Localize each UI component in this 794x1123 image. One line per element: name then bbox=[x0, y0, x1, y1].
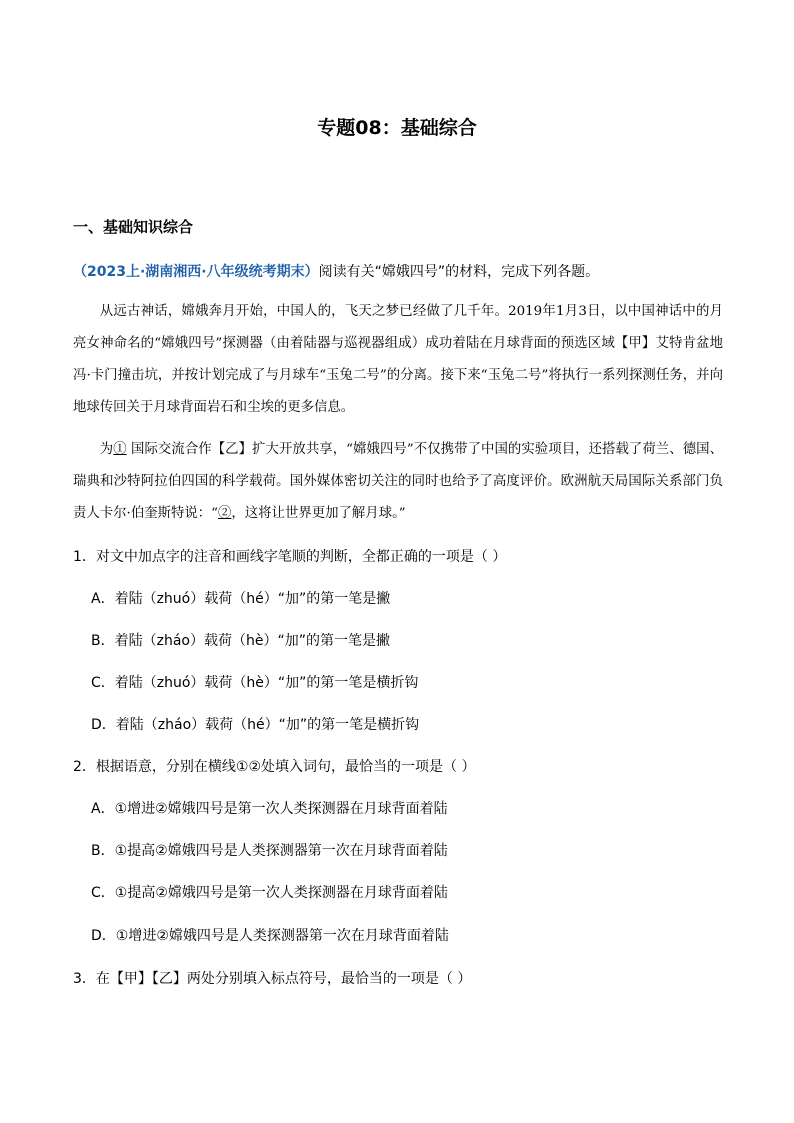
reading-intro bbox=[73, 262, 733, 282]
question-1-option-d: D．着陆（zháo）载荷（hé）“加”的第一笔是横折钩 bbox=[91, 717, 420, 733]
question-2-option-d: D．①增进②嫦娥四号是人类探测器第一次在月球背面着陆 bbox=[91, 928, 449, 944]
section-heading: 一、基础知识综合 bbox=[73, 218, 194, 236]
question-1-option-c: C．着陆（zhuó）载荷（hè）“加”的第一笔是横折钩 bbox=[91, 675, 419, 691]
blank-1: ① bbox=[113, 442, 127, 457]
question-2-stem: 2．根据语意，分别在横线①②处填入词句，最恰当的一项是（ ） bbox=[73, 759, 476, 775]
question-2-option-c: C．①提高②嫦娥四号是第一次人类探测器在月球背面着陆 bbox=[91, 885, 448, 901]
question-1-option-a: A．着陆（zhuó）载荷（hé）“加”的第一笔是撇 bbox=[91, 591, 391, 607]
question-2-option-b: B．①提高②嫦娥四号是人类探测器第一次在月球背面着陆 bbox=[91, 843, 448, 859]
passage-paragraph-2 bbox=[73, 434, 723, 530]
question-1-stem: 1．对文中加点字的注音和画线字笔顺的判断，全都正确的一项是（ ） bbox=[73, 549, 507, 565]
passage-text: 为 bbox=[99, 442, 114, 457]
page-title: 专题08：基础综合 bbox=[317, 117, 477, 139]
passage-paragraph-1: 从远古神话，嫦娥奔月开始，中国人的，飞天之梦已经做了几千年。2019年1月3日，以中国神话中的月亮女神命名的“嫦娥四号”探测器（由着陆器与巡视器组成）成功着陆在月球背面的预选区域【甲】艾特肯盆地冯·卡门撞击坑，并按计划完成了与月球车“玉兔二号”的分离。接下来“玉兔二号”将执行一系列探测任务，并向地球传回关于月球背面岩石和尘埃的更多信息。 bbox=[73, 304, 723, 415]
intro-instruction: 阅读有关“嫦娥四号”的材料，完成下列各题。 bbox=[318, 264, 600, 280]
question-3-stem: 3．在【甲】【乙】两处分别填入标点符号，最恰当的一项是（ ） bbox=[73, 971, 472, 987]
question-2-option-a: A．①增进②嫦娥四号是第一次人类探测器在月球背面着陆 bbox=[91, 801, 448, 817]
question-1-option-b: B．着陆（zháo）载荷（hè）“加”的第一笔是撇 bbox=[91, 633, 390, 649]
blank-2: ② bbox=[218, 506, 232, 521]
passage-text: 国际交流合作【乙】扩大开放共享，“嫦娥四号”不仅携带了中国的实验项目，还搭载了荷兰、德国、瑞典和沙特阿拉伯四国的科学载荷。国外媒体密切关注的同时也给予了高度评价。欧洲航天局国际关系部门负责人卡尔·伯奎斯特说：“ bbox=[73, 442, 724, 521]
source-citation: （2023上·湖南湘西·八年级统考期末） bbox=[73, 264, 319, 280]
passage-text: ，这将让世界更加了解月球。” bbox=[231, 506, 406, 521]
